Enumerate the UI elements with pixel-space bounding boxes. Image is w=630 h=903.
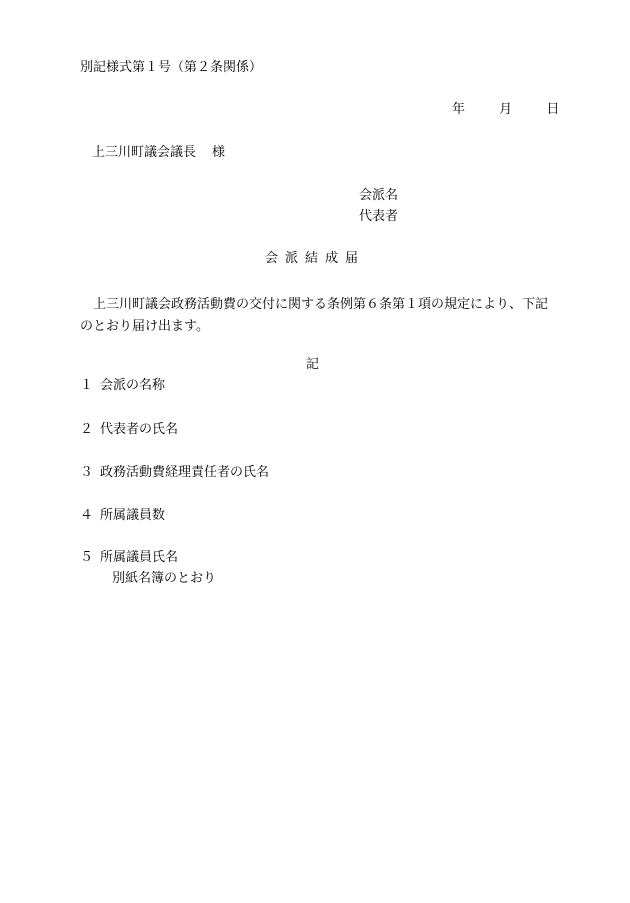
date-line [452, 103, 559, 116]
item-number: ３ [80, 465, 94, 480]
list-item [80, 423, 178, 436]
body-text: 上三川町議会政務活動費の交付に関する条例第６条第１項の規定により、下記のとおり届け出ます。 [80, 297, 549, 334]
list-item [80, 551, 178, 564]
item-number: ２ [80, 422, 94, 437]
item-label: 会派の名称 [100, 378, 166, 393]
list-item [80, 379, 165, 392]
faction-name-label: 会派名 [359, 188, 399, 203]
list-item [80, 509, 165, 522]
item-number: ５ [80, 550, 94, 565]
representative-label: 代表者 [359, 209, 399, 224]
date-month: 月 [499, 102, 513, 117]
document-title: 会派結成届 [264, 251, 365, 266]
addressee-honorific: 様 [212, 145, 226, 160]
item-label: 所属議員数 [100, 508, 166, 523]
addressee-name: 上三川町議会議長 [92, 145, 197, 160]
ki-heading: 記 [306, 357, 320, 372]
date-day: 日 [546, 102, 560, 117]
addressee [92, 146, 225, 159]
item-label: 所属議員氏名 [100, 550, 179, 565]
item-number: １ [80, 378, 94, 393]
item-label: 政務活動費経理責任者の氏名 [100, 465, 270, 480]
item-number: ４ [80, 508, 94, 523]
item-5-note: 別紙名簿のとおり [112, 571, 217, 586]
list-item [80, 466, 269, 479]
date-year: 年 [452, 102, 466, 117]
item-label: 代表者の氏名 [100, 422, 179, 437]
form-number: 別記様式第１号（第２条関係） [80, 60, 263, 75]
